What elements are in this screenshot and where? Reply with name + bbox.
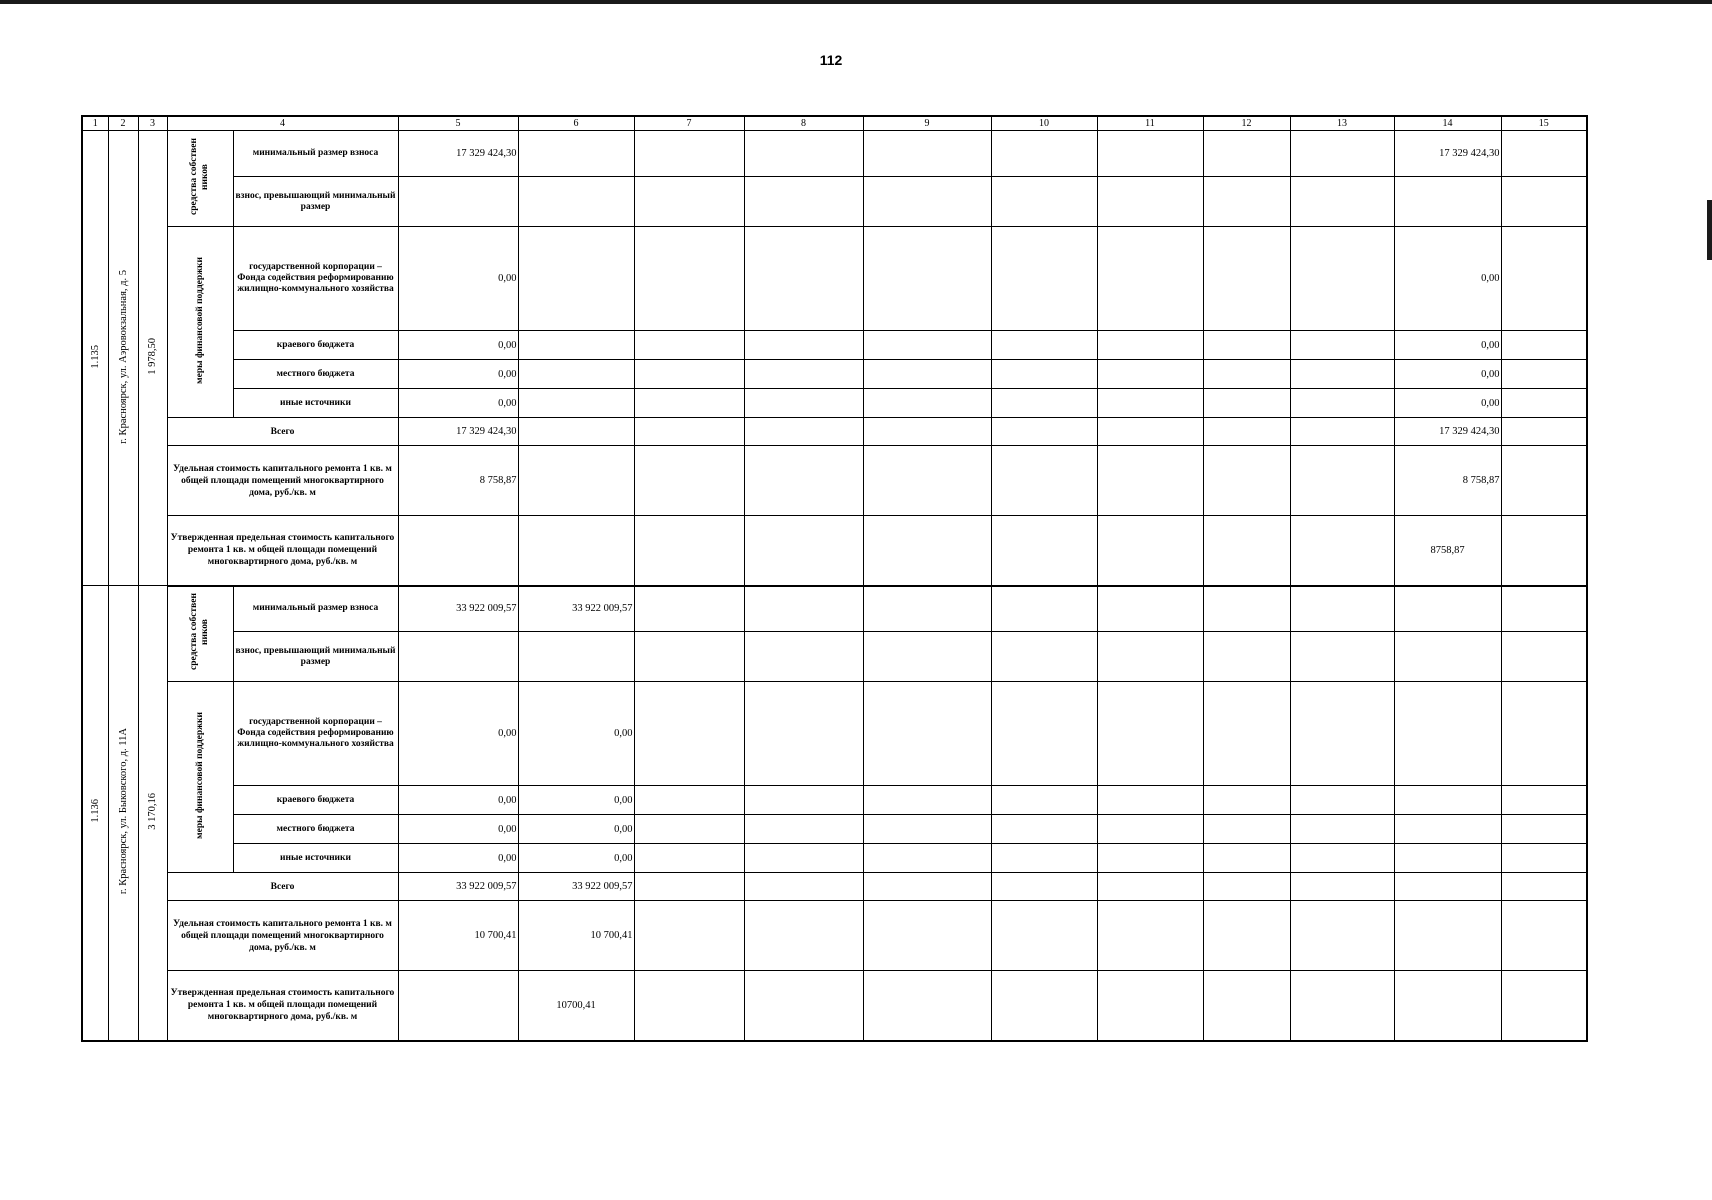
value-col-6: 33 922 009,57 bbox=[518, 586, 634, 632]
value-col-15 bbox=[1501, 360, 1587, 389]
unit-cost-label: Удельная стоимость капитального ремонта 1 кв. м общей площади помещений многоквартирного дома, руб./кв. м bbox=[167, 446, 398, 516]
approved-limit-label: Утвержденная предельная стоимость капитального ремонта 1 кв. м общей площади помещений многоквартирного дома, руб./кв. м bbox=[167, 971, 398, 1041]
value-col-6 bbox=[518, 360, 634, 389]
value-col-7 bbox=[634, 331, 744, 360]
value-col-8 bbox=[744, 360, 863, 389]
value-col-5: 0,00 bbox=[398, 844, 518, 873]
value-col-15 bbox=[1501, 331, 1587, 360]
value-col-5 bbox=[398, 516, 518, 586]
value-col-13 bbox=[1290, 446, 1394, 516]
value-col-8 bbox=[744, 418, 863, 446]
approved-limit-label: Утвержденная предельная стоимость капитального ремонта 1 кв. м общей площади помещений многоквартирного дома, руб./кв. м bbox=[167, 516, 398, 586]
value-col-12 bbox=[1203, 516, 1290, 586]
value-col-6: 0,00 bbox=[518, 682, 634, 786]
value-col-6: 33 922 009,57 bbox=[518, 873, 634, 901]
value-col-8 bbox=[744, 446, 863, 516]
value-col-10 bbox=[991, 632, 1097, 682]
value-col-12 bbox=[1203, 682, 1290, 786]
value-col-14: 17 329 424,30 bbox=[1394, 418, 1501, 446]
value-col-10 bbox=[991, 389, 1097, 418]
value-col-9 bbox=[863, 815, 991, 844]
area-cell bbox=[138, 131, 167, 586]
value-col-8 bbox=[744, 586, 863, 632]
value-col-5: 0,00 bbox=[398, 815, 518, 844]
value-col-13 bbox=[1290, 873, 1394, 901]
value-col-14 bbox=[1394, 971, 1501, 1041]
local-budget-label: местного бюджета bbox=[233, 815, 398, 844]
col-header: 4 bbox=[167, 116, 398, 131]
value-col-10 bbox=[991, 446, 1097, 516]
value-col-11 bbox=[1097, 815, 1203, 844]
value-col-5 bbox=[398, 632, 518, 682]
area: 1 978,50 bbox=[147, 338, 158, 375]
col-header: 10 bbox=[991, 116, 1097, 131]
other-sources-label: иные источники bbox=[233, 844, 398, 873]
entry-id: 1.136 bbox=[89, 799, 101, 824]
value-col-9 bbox=[863, 389, 991, 418]
value-col-8 bbox=[744, 632, 863, 682]
value-col-7 bbox=[634, 389, 744, 418]
value-col-6 bbox=[518, 516, 634, 586]
entry-id-cell bbox=[82, 131, 108, 586]
table-row bbox=[82, 971, 1587, 1041]
col-header: 1 bbox=[82, 116, 108, 131]
value-col-11 bbox=[1097, 901, 1203, 971]
value-col-15 bbox=[1501, 682, 1587, 786]
table-row bbox=[82, 632, 1587, 682]
value-col-15 bbox=[1501, 815, 1587, 844]
value-col-5: 0,00 bbox=[398, 786, 518, 815]
value-col-15 bbox=[1501, 227, 1587, 331]
value-col-15 bbox=[1501, 901, 1587, 971]
value-col-15 bbox=[1501, 632, 1587, 682]
col-header: 14 bbox=[1394, 116, 1501, 131]
value-col-9 bbox=[863, 360, 991, 389]
col-header: 13 bbox=[1290, 116, 1394, 131]
value-col-7 bbox=[634, 227, 744, 331]
table-row bbox=[82, 177, 1587, 227]
value-col-7 bbox=[634, 786, 744, 815]
value-col-6 bbox=[518, 418, 634, 446]
value-col-13 bbox=[1290, 360, 1394, 389]
value-col-14 bbox=[1394, 786, 1501, 815]
value-col-12 bbox=[1203, 901, 1290, 971]
value-col-15 bbox=[1501, 389, 1587, 418]
value-col-7 bbox=[634, 516, 744, 586]
value-col-13 bbox=[1290, 844, 1394, 873]
owners-group-cell bbox=[167, 586, 233, 682]
value-col-5: 17 329 424,30 bbox=[398, 131, 518, 177]
table-row bbox=[82, 682, 1587, 786]
value-col-11 bbox=[1097, 389, 1203, 418]
value-col-14: 0,00 bbox=[1394, 331, 1501, 360]
value-col-5: 33 922 009,57 bbox=[398, 873, 518, 901]
value-col-13 bbox=[1290, 177, 1394, 227]
col-header: 3 bbox=[138, 116, 167, 131]
value-col-11 bbox=[1097, 786, 1203, 815]
value-col-12 bbox=[1203, 227, 1290, 331]
value-col-14 bbox=[1394, 177, 1501, 227]
value-col-6: 0,00 bbox=[518, 844, 634, 873]
value-col-5: 33 922 009,57 bbox=[398, 586, 518, 632]
value-col-12 bbox=[1203, 446, 1290, 516]
address: г. Красноярск, ул. Быковского, д. 11А bbox=[117, 728, 129, 895]
value-col-7 bbox=[634, 815, 744, 844]
value-col-6: 10700,41 bbox=[518, 971, 634, 1041]
value-col-11 bbox=[1097, 632, 1203, 682]
value-col-10 bbox=[991, 360, 1097, 389]
value-col-15 bbox=[1501, 786, 1587, 815]
column-number-row bbox=[82, 116, 1587, 131]
value-col-14: 0,00 bbox=[1394, 360, 1501, 389]
value-col-11 bbox=[1097, 177, 1203, 227]
value-col-10 bbox=[991, 786, 1097, 815]
value-col-12 bbox=[1203, 418, 1290, 446]
unit-cost-label: Удельная стоимость капитального ремонта 1 кв. м общей площади помещений многоквартирного дома, руб./кв. м bbox=[167, 901, 398, 971]
value-col-12 bbox=[1203, 786, 1290, 815]
value-col-9 bbox=[863, 177, 991, 227]
table-body bbox=[82, 116, 1587, 1041]
value-col-6 bbox=[518, 446, 634, 516]
value-col-11 bbox=[1097, 586, 1203, 632]
value-col-6 bbox=[518, 177, 634, 227]
entry-id: 1.135 bbox=[89, 344, 101, 369]
value-col-5 bbox=[398, 971, 518, 1041]
table-row bbox=[82, 516, 1587, 586]
value-col-14 bbox=[1394, 815, 1501, 844]
value-col-11 bbox=[1097, 418, 1203, 446]
col-header: 11 bbox=[1097, 116, 1203, 131]
value-col-12 bbox=[1203, 873, 1290, 901]
value-col-13 bbox=[1290, 682, 1394, 786]
value-col-7 bbox=[634, 632, 744, 682]
total-label: Всего bbox=[167, 873, 398, 901]
value-col-13 bbox=[1290, 418, 1394, 446]
table-row bbox=[82, 331, 1587, 360]
value-col-5: 0,00 bbox=[398, 331, 518, 360]
owners-group-label: средства собствен ников bbox=[189, 593, 210, 671]
value-col-6 bbox=[518, 331, 634, 360]
value-col-8 bbox=[744, 331, 863, 360]
total-label: Всего bbox=[167, 418, 398, 446]
value-col-8 bbox=[744, 873, 863, 901]
scan-edge-top bbox=[0, 0, 1712, 4]
value-col-15 bbox=[1501, 131, 1587, 177]
owners-group-label: средства собствен ников bbox=[189, 138, 210, 216]
state-corp-label: государственной корпорации – Фонда содействия реформированию жилищно-коммунального хозяйства bbox=[233, 227, 398, 331]
value-col-7 bbox=[634, 446, 744, 516]
value-col-7 bbox=[634, 360, 744, 389]
value-col-10 bbox=[991, 586, 1097, 632]
regional-budget-label: краевого бюджета bbox=[233, 786, 398, 815]
value-col-5: 0,00 bbox=[398, 682, 518, 786]
value-col-10 bbox=[991, 516, 1097, 586]
value-col-12 bbox=[1203, 360, 1290, 389]
support-group-label: меры финансовой поддержки bbox=[194, 712, 205, 839]
value-col-11 bbox=[1097, 873, 1203, 901]
value-col-12 bbox=[1203, 971, 1290, 1041]
value-col-13 bbox=[1290, 971, 1394, 1041]
value-col-9 bbox=[863, 586, 991, 632]
value-col-10 bbox=[991, 418, 1097, 446]
scan-edge-right bbox=[1707, 200, 1712, 260]
table-row bbox=[82, 360, 1587, 389]
value-col-8 bbox=[744, 516, 863, 586]
value-col-9 bbox=[863, 971, 991, 1041]
regional-budget-label: краевого бюджета bbox=[233, 331, 398, 360]
value-col-12 bbox=[1203, 131, 1290, 177]
value-col-10 bbox=[991, 901, 1097, 971]
col-header: 15 bbox=[1501, 116, 1587, 131]
value-col-9 bbox=[863, 131, 991, 177]
value-col-5: 8 758,87 bbox=[398, 446, 518, 516]
value-col-7 bbox=[634, 844, 744, 873]
value-col-14: 17 329 424,30 bbox=[1394, 131, 1501, 177]
value-col-12 bbox=[1203, 331, 1290, 360]
state-corp-label: государственной корпорации – Фонда содействия реформированию жилищно-коммунального хозяйства bbox=[233, 682, 398, 786]
value-col-10 bbox=[991, 227, 1097, 331]
value-col-7 bbox=[634, 873, 744, 901]
value-col-9 bbox=[863, 516, 991, 586]
page-number: 112 bbox=[819, 52, 843, 68]
table-row bbox=[82, 815, 1587, 844]
value-col-5: 17 329 424,30 bbox=[398, 418, 518, 446]
value-col-7 bbox=[634, 177, 744, 227]
col-header: 12 bbox=[1203, 116, 1290, 131]
col-header: 2 bbox=[108, 116, 138, 131]
value-col-15 bbox=[1501, 971, 1587, 1041]
value-col-11 bbox=[1097, 131, 1203, 177]
value-col-6: 0,00 bbox=[518, 815, 634, 844]
value-col-14: 8 758,87 bbox=[1394, 446, 1501, 516]
value-col-11 bbox=[1097, 682, 1203, 786]
value-col-6: 0,00 bbox=[518, 786, 634, 815]
other-sources-label: иные источники bbox=[233, 389, 398, 418]
value-col-12 bbox=[1203, 815, 1290, 844]
value-col-11 bbox=[1097, 971, 1203, 1041]
value-col-13 bbox=[1290, 516, 1394, 586]
value-col-8 bbox=[744, 971, 863, 1041]
value-col-9 bbox=[863, 632, 991, 682]
value-col-10 bbox=[991, 131, 1097, 177]
value-col-5: 0,00 bbox=[398, 389, 518, 418]
value-col-9 bbox=[863, 901, 991, 971]
table-row bbox=[82, 418, 1587, 446]
value-col-10 bbox=[991, 844, 1097, 873]
excess-contribution-label: взнос, превышающий минимальный размер bbox=[233, 177, 398, 227]
table-row bbox=[82, 786, 1587, 815]
value-col-15 bbox=[1501, 177, 1587, 227]
value-col-9 bbox=[863, 873, 991, 901]
col-header: 7 bbox=[634, 116, 744, 131]
value-col-5: 0,00 bbox=[398, 360, 518, 389]
value-col-10 bbox=[991, 682, 1097, 786]
value-col-8 bbox=[744, 227, 863, 331]
min-contribution-label: минимальный размер взноса bbox=[233, 586, 398, 632]
value-col-8 bbox=[744, 844, 863, 873]
value-col-14: 0,00 bbox=[1394, 227, 1501, 331]
value-col-15 bbox=[1501, 418, 1587, 446]
table-row bbox=[82, 227, 1587, 331]
entry-id-cell bbox=[82, 586, 108, 1041]
value-col-9 bbox=[863, 418, 991, 446]
value-col-8 bbox=[744, 901, 863, 971]
value-col-9 bbox=[863, 227, 991, 331]
value-col-8 bbox=[744, 177, 863, 227]
value-col-5: 0,00 bbox=[398, 227, 518, 331]
value-col-8 bbox=[744, 815, 863, 844]
value-col-13 bbox=[1290, 586, 1394, 632]
table-row bbox=[82, 873, 1587, 901]
value-col-13 bbox=[1290, 389, 1394, 418]
value-col-14 bbox=[1394, 901, 1501, 971]
value-col-14 bbox=[1394, 682, 1501, 786]
table-row bbox=[82, 131, 1587, 177]
value-col-11 bbox=[1097, 227, 1203, 331]
value-col-7 bbox=[634, 586, 744, 632]
value-col-13 bbox=[1290, 632, 1394, 682]
value-col-7 bbox=[634, 682, 744, 786]
value-col-11 bbox=[1097, 516, 1203, 586]
value-col-6 bbox=[518, 632, 634, 682]
col-header: 6 bbox=[518, 116, 634, 131]
address: г. Красноярск, ул. Аэровокзальная, д. 5 bbox=[117, 269, 129, 444]
table-row bbox=[82, 901, 1587, 971]
value-col-6 bbox=[518, 389, 634, 418]
local-budget-label: местного бюджета bbox=[233, 360, 398, 389]
value-col-7 bbox=[634, 131, 744, 177]
value-col-15 bbox=[1501, 446, 1587, 516]
value-col-13 bbox=[1290, 131, 1394, 177]
value-col-6: 10 700,41 bbox=[518, 901, 634, 971]
value-col-8 bbox=[744, 389, 863, 418]
value-col-15 bbox=[1501, 844, 1587, 873]
value-col-9 bbox=[863, 844, 991, 873]
value-col-14: 0,00 bbox=[1394, 389, 1501, 418]
value-col-7 bbox=[634, 901, 744, 971]
value-col-10 bbox=[991, 331, 1097, 360]
value-col-13 bbox=[1290, 815, 1394, 844]
excess-contribution-label: взнос, превышающий минимальный размер bbox=[233, 632, 398, 682]
table-row bbox=[82, 446, 1587, 516]
owners-group-cell bbox=[167, 131, 233, 227]
value-col-12 bbox=[1203, 632, 1290, 682]
value-col-6 bbox=[518, 131, 634, 177]
value-col-14 bbox=[1394, 586, 1501, 632]
value-col-13 bbox=[1290, 227, 1394, 331]
value-col-14 bbox=[1394, 844, 1501, 873]
value-col-10 bbox=[991, 177, 1097, 227]
value-col-15 bbox=[1501, 873, 1587, 901]
area: 3 170,16 bbox=[147, 792, 158, 830]
value-col-5 bbox=[398, 177, 518, 227]
value-col-10 bbox=[991, 815, 1097, 844]
value-col-12 bbox=[1203, 586, 1290, 632]
col-header: 5 bbox=[398, 116, 518, 131]
support-group-cell bbox=[167, 682, 233, 873]
value-col-9 bbox=[863, 446, 991, 516]
value-col-6 bbox=[518, 227, 634, 331]
table-row bbox=[82, 844, 1587, 873]
value-col-15 bbox=[1501, 586, 1587, 632]
value-col-15 bbox=[1501, 516, 1587, 586]
value-col-9 bbox=[863, 331, 991, 360]
value-col-13 bbox=[1290, 901, 1394, 971]
value-col-12 bbox=[1203, 177, 1290, 227]
table-row bbox=[82, 389, 1587, 418]
value-col-13 bbox=[1290, 331, 1394, 360]
value-col-9 bbox=[863, 682, 991, 786]
value-col-11 bbox=[1097, 331, 1203, 360]
value-col-5: 10 700,41 bbox=[398, 901, 518, 971]
capital-repair-table bbox=[81, 115, 1588, 1042]
value-col-12 bbox=[1203, 844, 1290, 873]
area-cell bbox=[138, 586, 167, 1041]
value-col-8 bbox=[744, 131, 863, 177]
table-row bbox=[82, 586, 1587, 632]
address-cell bbox=[108, 586, 138, 1041]
support-group-label: меры финансовой поддержки bbox=[194, 257, 205, 384]
value-col-7 bbox=[634, 971, 744, 1041]
value-col-13 bbox=[1290, 786, 1394, 815]
value-col-10 bbox=[991, 971, 1097, 1041]
value-col-11 bbox=[1097, 360, 1203, 389]
value-col-14: 8758,87 bbox=[1394, 516, 1501, 586]
min-contribution-label: минимальный размер взноса bbox=[233, 131, 398, 177]
value-col-11 bbox=[1097, 446, 1203, 516]
support-group-cell bbox=[167, 227, 233, 418]
value-col-8 bbox=[744, 682, 863, 786]
value-col-7 bbox=[634, 418, 744, 446]
col-header: 9 bbox=[863, 116, 991, 131]
col-header: 8 bbox=[744, 116, 863, 131]
value-col-10 bbox=[991, 873, 1097, 901]
value-col-8 bbox=[744, 786, 863, 815]
value-col-11 bbox=[1097, 844, 1203, 873]
address-cell bbox=[108, 131, 138, 586]
value-col-14 bbox=[1394, 632, 1501, 682]
value-col-9 bbox=[863, 786, 991, 815]
value-col-14 bbox=[1394, 873, 1501, 901]
value-col-12 bbox=[1203, 389, 1290, 418]
